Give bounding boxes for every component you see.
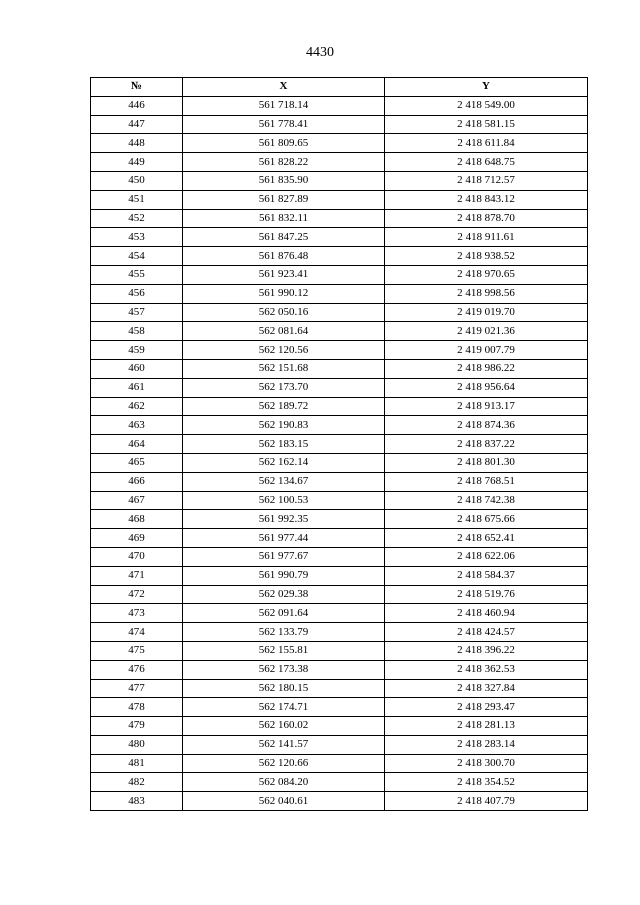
cell-x: 562 151.68 (183, 359, 385, 378)
cell-x: 562 029.38 (183, 585, 385, 604)
cell-x: 562 134.67 (183, 472, 385, 491)
cell-number: 456 (91, 284, 183, 303)
cell-x: 561 992.35 (183, 510, 385, 529)
cell-x: 562 084.20 (183, 773, 385, 792)
cell-number: 450 (91, 171, 183, 190)
column-header-x: X (183, 78, 385, 97)
coordinates-table (90, 77, 588, 811)
cell-x: 562 141.57 (183, 735, 385, 754)
table-row (91, 510, 588, 529)
cell-y: 2 418 362.53 (385, 660, 588, 679)
cell-x: 562 160.02 (183, 717, 385, 736)
column-header-y: Y (385, 78, 588, 97)
cell-y: 2 418 293.47 (385, 698, 588, 717)
cell-y: 2 418 648.75 (385, 153, 588, 172)
cell-number: 471 (91, 566, 183, 585)
cell-y: 2 418 938.52 (385, 247, 588, 266)
cell-number: 466 (91, 472, 183, 491)
table-body (91, 96, 588, 810)
table-row (91, 435, 588, 454)
cell-y: 2 418 712.57 (385, 171, 588, 190)
cell-y: 2 418 986.22 (385, 359, 588, 378)
table-row (91, 623, 588, 642)
table-row (91, 679, 588, 698)
cell-x: 562 190.83 (183, 416, 385, 435)
cell-x: 562 091.64 (183, 604, 385, 623)
cell-x: 561 990.12 (183, 284, 385, 303)
cell-x: 561 778.41 (183, 115, 385, 134)
table-row (91, 284, 588, 303)
table-row (91, 265, 588, 284)
cell-number: 465 (91, 453, 183, 472)
cell-number: 474 (91, 623, 183, 642)
cell-y: 2 419 019.70 (385, 303, 588, 322)
table-row (91, 378, 588, 397)
cell-number: 483 (91, 792, 183, 811)
cell-y: 2 418 911.61 (385, 228, 588, 247)
cell-x: 561 847.25 (183, 228, 385, 247)
cell-y: 2 418 837.22 (385, 435, 588, 454)
cell-x: 561 835.90 (183, 171, 385, 190)
cell-number: 467 (91, 491, 183, 510)
cell-x: 561 977.44 (183, 529, 385, 548)
cell-x: 562 100.53 (183, 491, 385, 510)
cell-y: 2 418 843.12 (385, 190, 588, 209)
cell-number: 454 (91, 247, 183, 266)
cell-x: 561 990.79 (183, 566, 385, 585)
table-row (91, 115, 588, 134)
cell-number: 462 (91, 397, 183, 416)
cell-number: 449 (91, 153, 183, 172)
table-row (91, 453, 588, 472)
cell-y: 2 418 998.56 (385, 284, 588, 303)
table-row (91, 359, 588, 378)
cell-y: 2 418 327.84 (385, 679, 588, 698)
table-row (91, 397, 588, 416)
cell-x: 562 133.79 (183, 623, 385, 642)
table-header-row (91, 78, 588, 97)
cell-number: 459 (91, 341, 183, 360)
table-row (91, 491, 588, 510)
table-row (91, 773, 588, 792)
table-row (91, 190, 588, 209)
cell-y: 2 418 581.15 (385, 115, 588, 134)
cell-x: 561 923.41 (183, 265, 385, 284)
cell-y: 2 418 283.14 (385, 735, 588, 754)
table-row (91, 171, 588, 190)
cell-y: 2 418 956.64 (385, 378, 588, 397)
cell-y: 2 418 281.13 (385, 717, 588, 736)
cell-number: 452 (91, 209, 183, 228)
cell-number: 480 (91, 735, 183, 754)
cell-x: 561 876.48 (183, 247, 385, 266)
cell-x: 562 155.81 (183, 641, 385, 660)
cell-x: 561 809.65 (183, 134, 385, 153)
cell-number: 458 (91, 322, 183, 341)
cell-x: 562 040.61 (183, 792, 385, 811)
cell-number: 457 (91, 303, 183, 322)
table-row (91, 585, 588, 604)
cell-x: 561 832.11 (183, 209, 385, 228)
table-row (91, 754, 588, 773)
cell-y: 2 418 549.00 (385, 96, 588, 115)
cell-y: 2 418 300.70 (385, 754, 588, 773)
table-row (91, 472, 588, 491)
cell-x: 562 180.15 (183, 679, 385, 698)
cell-y: 2 418 622.06 (385, 547, 588, 566)
cell-x: 561 828.22 (183, 153, 385, 172)
cell-y: 2 418 970.65 (385, 265, 588, 284)
cell-number: 470 (91, 547, 183, 566)
cell-number: 481 (91, 754, 183, 773)
table-row (91, 416, 588, 435)
cell-number: 447 (91, 115, 183, 134)
cell-y: 2 418 611.84 (385, 134, 588, 153)
table-row (91, 735, 588, 754)
cell-x: 562 162.14 (183, 453, 385, 472)
cell-x: 562 174.71 (183, 698, 385, 717)
cell-number: 472 (91, 585, 183, 604)
table-row (91, 209, 588, 228)
cell-y: 2 418 519.76 (385, 585, 588, 604)
table-row (91, 322, 588, 341)
table-row (91, 792, 588, 811)
cell-y: 2 418 801.30 (385, 453, 588, 472)
cell-y: 2 418 742.38 (385, 491, 588, 510)
cell-y: 2 418 460.94 (385, 604, 588, 623)
cell-number: 464 (91, 435, 183, 454)
table-row (91, 604, 588, 623)
cell-y: 2 418 652.41 (385, 529, 588, 548)
cell-y: 2 418 584.37 (385, 566, 588, 585)
cell-x: 561 718.14 (183, 96, 385, 115)
cell-y: 2 418 878.70 (385, 209, 588, 228)
cell-y: 2 418 874.36 (385, 416, 588, 435)
cell-number: 453 (91, 228, 183, 247)
cell-x: 561 977.67 (183, 547, 385, 566)
cell-x: 562 050.16 (183, 303, 385, 322)
page-number: 4430 (306, 45, 334, 60)
cell-number: 461 (91, 378, 183, 397)
cell-number: 476 (91, 660, 183, 679)
table-row (91, 547, 588, 566)
cell-number: 473 (91, 604, 183, 623)
cell-x: 562 183.15 (183, 435, 385, 454)
cell-number: 482 (91, 773, 183, 792)
cell-number: 475 (91, 641, 183, 660)
table-row (91, 566, 588, 585)
table-row (91, 96, 588, 115)
cell-number: 478 (91, 698, 183, 717)
cell-number: 451 (91, 190, 183, 209)
cell-number: 477 (91, 679, 183, 698)
cell-y: 2 418 913.17 (385, 397, 588, 416)
table-row (91, 698, 588, 717)
table-row (91, 641, 588, 660)
cell-number: 479 (91, 717, 183, 736)
cell-x: 562 120.66 (183, 754, 385, 773)
table-row (91, 529, 588, 548)
table-row (91, 153, 588, 172)
column-header-number: № (91, 78, 183, 97)
cell-y: 2 418 407.79 (385, 792, 588, 811)
table-row (91, 660, 588, 679)
cell-y: 2 418 675.66 (385, 510, 588, 529)
cell-y: 2 418 768.51 (385, 472, 588, 491)
cell-number: 455 (91, 265, 183, 284)
table-row (91, 228, 588, 247)
cell-x: 562 081.64 (183, 322, 385, 341)
table-row (91, 247, 588, 266)
cell-number: 448 (91, 134, 183, 153)
cell-y: 2 418 424.57 (385, 623, 588, 642)
table-row (91, 717, 588, 736)
table-row (91, 341, 588, 360)
cell-y: 2 418 354.52 (385, 773, 588, 792)
cell-x: 561 827.89 (183, 190, 385, 209)
cell-number: 446 (91, 96, 183, 115)
table-row (91, 303, 588, 322)
cell-x: 562 189.72 (183, 397, 385, 416)
cell-number: 469 (91, 529, 183, 548)
table-row (91, 134, 588, 153)
cell-number: 460 (91, 359, 183, 378)
cell-y: 2 419 007.79 (385, 341, 588, 360)
cell-y: 2 418 396.22 (385, 641, 588, 660)
cell-y: 2 419 021.36 (385, 322, 588, 341)
cell-x: 562 120.56 (183, 341, 385, 360)
cell-x: 562 173.70 (183, 378, 385, 397)
cell-number: 468 (91, 510, 183, 529)
cell-x: 562 173.38 (183, 660, 385, 679)
cell-number: 463 (91, 416, 183, 435)
